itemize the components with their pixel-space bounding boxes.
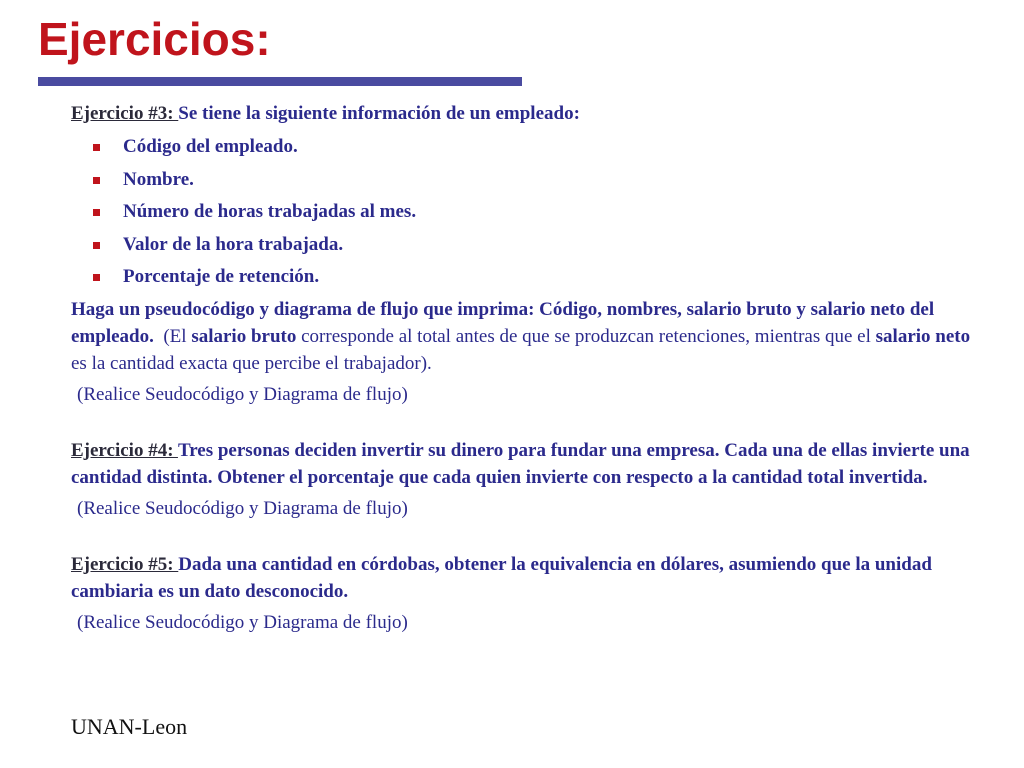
square-bullet-icon (93, 177, 100, 184)
exercise-4-text (71, 437, 971, 491)
slide-title: Ejercicios: (38, 13, 271, 65)
list-item (123, 164, 971, 197)
slide-content (71, 100, 971, 636)
exercise-3-paragraph-a: (El (153, 325, 192, 347)
term-salario-bruto: salario bruto (191, 325, 297, 347)
list-item-text: Código del empleado. (123, 136, 298, 157)
square-bullet-icon (93, 274, 100, 281)
list-item (123, 196, 971, 229)
spacer (71, 408, 971, 437)
list-item-text: Porcentaje de retención. (123, 266, 320, 287)
exercise-3-intro (71, 100, 971, 127)
exercise-5-label: Ejercicio #5: (71, 553, 179, 575)
exercise-3-bullet-list (71, 131, 971, 294)
footer-institution: UNAN-Leon (71, 714, 188, 739)
list-item-text: Valor de la hora trabajada. (123, 233, 344, 255)
list-item (123, 131, 971, 164)
exercise-4-realice: (Realice Seudocódigo y Diagrama de flujo) (77, 497, 408, 519)
exercise-3-label: Ejercicio #3: (71, 103, 179, 124)
exercise-3-realice: (Realice Seudocódigo y Diagrama de flujo) (77, 383, 408, 405)
exercise-5-realice: (Realice Seudocódigo y Diagrama de flujo) (77, 611, 408, 633)
exercise-3-paragraph (71, 296, 971, 377)
exercise-3-intro-text: Se tiene la siguiente información de un empleado: (178, 103, 580, 124)
exercise-3-paragraph-c: es la cantidad exacta que percibe el trabajador). (71, 352, 432, 374)
spacer (71, 522, 971, 551)
term-salario-neto: salario neto (875, 325, 971, 347)
exercise-3-paragraph-bold: Haga un pseudocódigo y diagrama de flujo que imprima: Código, nombres, salario bruto y salario neto del empleado. (71, 298, 935, 347)
list-item-text: Nombre. (123, 168, 194, 190)
exercise-5-body: Dada una cantidad en córdobas, obtener la equivalencia en dólares, asumiendo que la unidad cambiaria es un dato desconocido. (71, 553, 932, 602)
exercise-5-text (71, 551, 971, 605)
square-bullet-icon (93, 144, 100, 151)
exercise-4-label: Ejercicio #4: (71, 439, 178, 461)
title-underline-bar (38, 77, 522, 86)
square-bullet-icon (93, 242, 100, 249)
list-item-text: Número de horas trabajadas al mes. (123, 201, 417, 222)
exercise-4-body: Tres personas deciden invertir su dinero para fundar una empresa. Cada una de ellas invierte una cantidad distinta. Obtener el porcentaje que cada quien invierte con respecto a la cantidad total invertida. (71, 439, 970, 488)
exercise-3-paragraph-b: corresponde al total antes de que se produzcan retenciones, mientras que el (296, 325, 876, 347)
list-item (123, 261, 971, 294)
list-item (123, 229, 971, 262)
square-bullet-icon (93, 209, 100, 216)
